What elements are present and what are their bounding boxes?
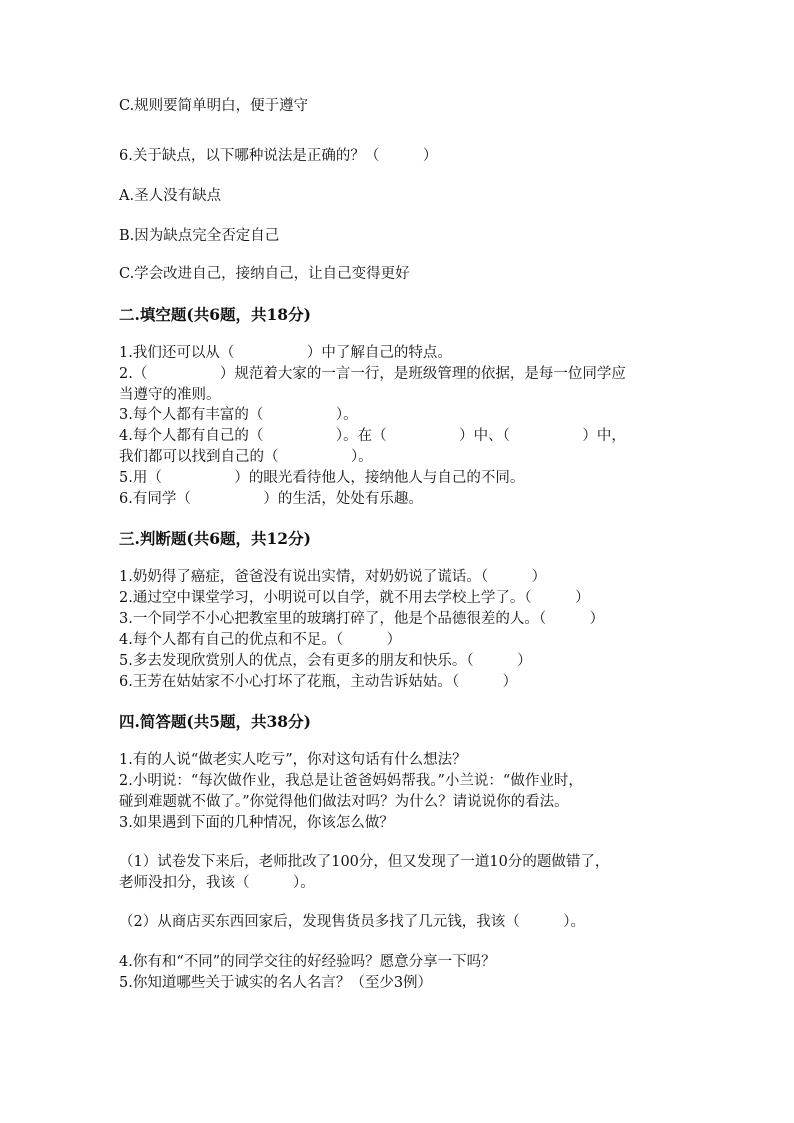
judgment-line: 4.每个人都有自己的优点和不足。（ ） xyxy=(119,632,402,648)
short-answer-line: 1.有的人说“做老实人吃亏”，你对这句话有什么想法？ xyxy=(119,752,467,768)
section4-heading: 四.简答题(共5题，共38分) xyxy=(119,712,311,731)
q5-option-c: C.规则要简单明白，便于遵守 xyxy=(119,98,309,114)
q6-question: 6.关于缺点，以下哪种说法是正确的？（ ） xyxy=(119,148,438,164)
section2-heading: 二.填空题(共6题，共18分) xyxy=(119,305,311,324)
fill-blank-line: 5.用（ ）的眼光看待他人，接纳他人与自己的不同。 xyxy=(119,470,525,486)
short-answer-line: 2.小明说：“每次做作业，我总是让爸爸妈妈帮我。”小兰说：“做作业时， xyxy=(119,773,583,789)
short-answer-line: （1）试卷发下来后，老师批改了100分，但又发现了一道10分的题做错了， xyxy=(119,854,610,870)
fill-blank-line: 1.我们还可以从（ ）中了解自己的特点。 xyxy=(119,345,452,361)
judgment-line: 3.一个同学不小心把教室里的玻璃打碎了，他是个品德很差的人。（ ） xyxy=(119,611,605,627)
q6-option-a: A.圣人没有缺点 xyxy=(119,188,222,204)
short-answer-line: 4.你有和“不同”的同学交往的好经验吗？愿意分享一下吗？ xyxy=(119,954,496,970)
short-answer-line: 碰到难题就不做了。”你觉得他们做法对吗？为什么？请说说你的看法。 xyxy=(119,794,569,810)
judgment-line: 1.奶奶得了癌症，爸爸没有说出实情，对奶奶说了谎话。（ ） xyxy=(119,569,547,585)
q6-option-b: B.因为缺点完全否定自己 xyxy=(119,228,280,244)
judgment-line: 6.王芳在姑姑家不小心打坏了花瓶，主动告诉姑姑。（ ） xyxy=(119,674,518,690)
fill-blank-line: 我们都可以找到自己的（ ）。 xyxy=(119,449,373,465)
short-answer-line: 3.如果遇到下面的几种情况，你该怎么做？ xyxy=(119,815,394,831)
fill-blank-line: 6.有同学（ ）的生活，处处有乐趣。 xyxy=(119,491,423,507)
judgment-line: 2.通过空中课堂学习，小明说可以自学，就不用去学校上学了。（ ） xyxy=(119,590,590,606)
q6-option-c: C.学会改进自己，接纳自己，让自己变得更好 xyxy=(119,266,410,282)
fill-blank-line: 2.（ ）规范着大家的一言一行，是班级管理的依据，是每一位同学应 xyxy=(119,366,626,382)
fill-blank-line: 4.每个人都有自己的（ ）。在（ ）中、（ ）中， xyxy=(119,428,626,444)
short-answer-line: （2）从商店买东西回家后，发现售货员多找了几元钱，我该（ ）。 xyxy=(119,914,585,930)
judgment-line: 5.多去发现欣赏别人的优点，会有更多的朋友和快乐。（ ） xyxy=(119,653,532,669)
short-answer-line: 5.你知道哪些关于诚实的名人名言？（至少3例） xyxy=(119,975,433,991)
fill-blank-line: 3.每个人都有丰富的（ ）。 xyxy=(119,407,358,423)
fill-blank-line: 当遵守的准则。 xyxy=(119,387,221,403)
short-answer-line: 老师没扣分，我该（ ）。 xyxy=(119,875,315,891)
section3-heading: 三.判断题(共6题，共12分) xyxy=(119,529,311,548)
